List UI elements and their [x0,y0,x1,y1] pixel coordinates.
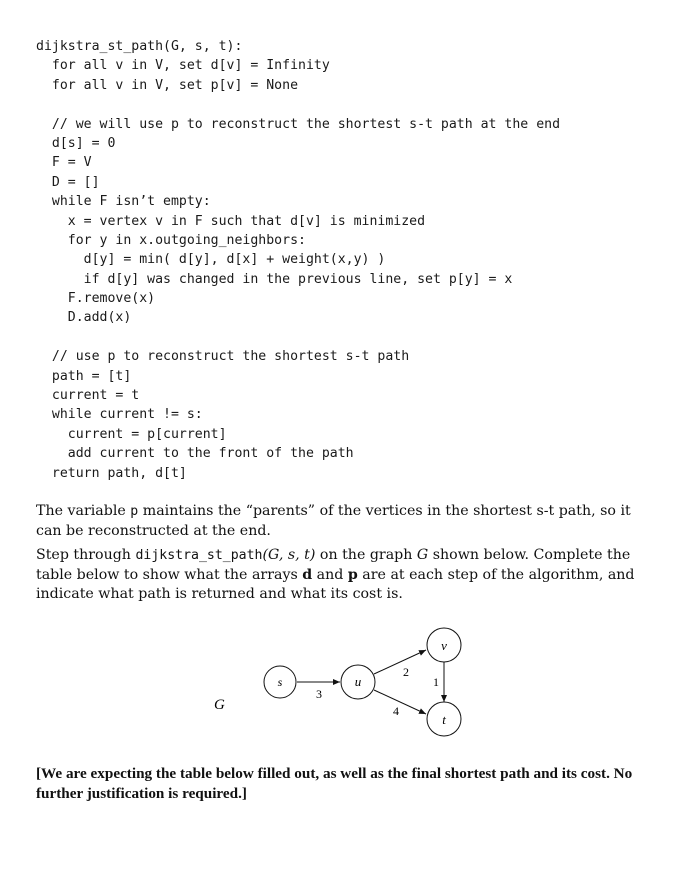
node-t [427,702,461,736]
para2-text-mid: on the graph [315,547,417,563]
node-u [341,665,375,699]
code-line: // we will use p to reconstruct the shortest s-t path at the end [36,116,561,132]
code-line [36,328,560,347]
code-line: add current to the front of the path [36,446,354,462]
weight-u-t: 4 [393,704,399,718]
node-t-label: t [442,712,446,727]
code-line: d[y] = min( d[y], d[x] + weight(x,y) ) [36,252,386,268]
node-s [264,666,296,698]
node-v [427,628,461,662]
weight-s-u: 3 [316,687,322,701]
code-line: path = [t] [36,368,132,384]
paragraph-parents [36,502,642,541]
code-line: while current != s: [36,407,203,423]
para2-text-post: are at each step of the algorithm, and indicate what path is returned and what its cost is. [36,566,635,603]
code-line: for all v in V, set p[v] = None [36,77,299,93]
code-line: F.remove(x) [36,291,156,307]
code-line: for all v in V, set d[v] = Infinity [36,58,330,74]
code-line: d[s] = 0 [36,135,116,151]
node-s-label: s [277,675,283,689]
node-u-label: u [354,674,362,689]
graph-figure [200,620,490,750]
code-line [36,95,560,114]
weight-u-v: 2 [403,665,409,679]
para2-func-name: dijkstra_st_path [135,548,263,563]
code-line: D = [] [36,174,100,190]
para2-text-and: and [312,566,348,583]
pseudocode-block [36,37,560,483]
code-line: D.add(x) [36,310,132,326]
para2-func-args: (G, s, t) [262,547,316,563]
code-line: while F isn’t empty: [36,194,211,210]
code-line: if d[y] was changed in the previous line, set p[y] = x [36,271,513,287]
code-line: dijkstra_st_path(G, s, t): [36,39,243,54]
code-line: x = vertex v in F such that d[v] is minimized [36,213,426,229]
para2-array-d: d [302,566,313,583]
code-line: current = p[current] [36,426,227,442]
instruction-note: [We are expecting the table below filled out, as well as the final shortest path and its cost. No further justification is required.] [36,765,633,802]
code-line: // use p to reconstruct the shortest s-t path [36,349,410,365]
para1-text-post: maintains the “parents” of the vertices in the shortest s-t path, so it can be reconstructed at the end. [36,503,631,539]
node-v-label: v [441,638,447,653]
code-line: current = t [36,388,140,404]
para1-var-p: p [130,504,139,519]
code-line: F = V [36,155,92,171]
para2-array-p: p [347,566,358,583]
weight-v-t: 1 [433,675,439,689]
para2-text-pre: Step through [36,547,136,563]
paragraph-instructions [36,546,642,605]
para2-text-mid2: shown below. Complete the table below to show what the arrays [36,547,631,583]
code-line: return path, d[t] [36,465,187,481]
para2-graph-var: G [416,547,429,563]
graph-label: G [214,697,225,713]
edge-u-v [374,650,426,674]
edge-u-t [374,690,426,714]
para1-text-pre: The variable [36,503,131,519]
code-line: for y in x.outgoing_neighbors: [36,232,306,248]
